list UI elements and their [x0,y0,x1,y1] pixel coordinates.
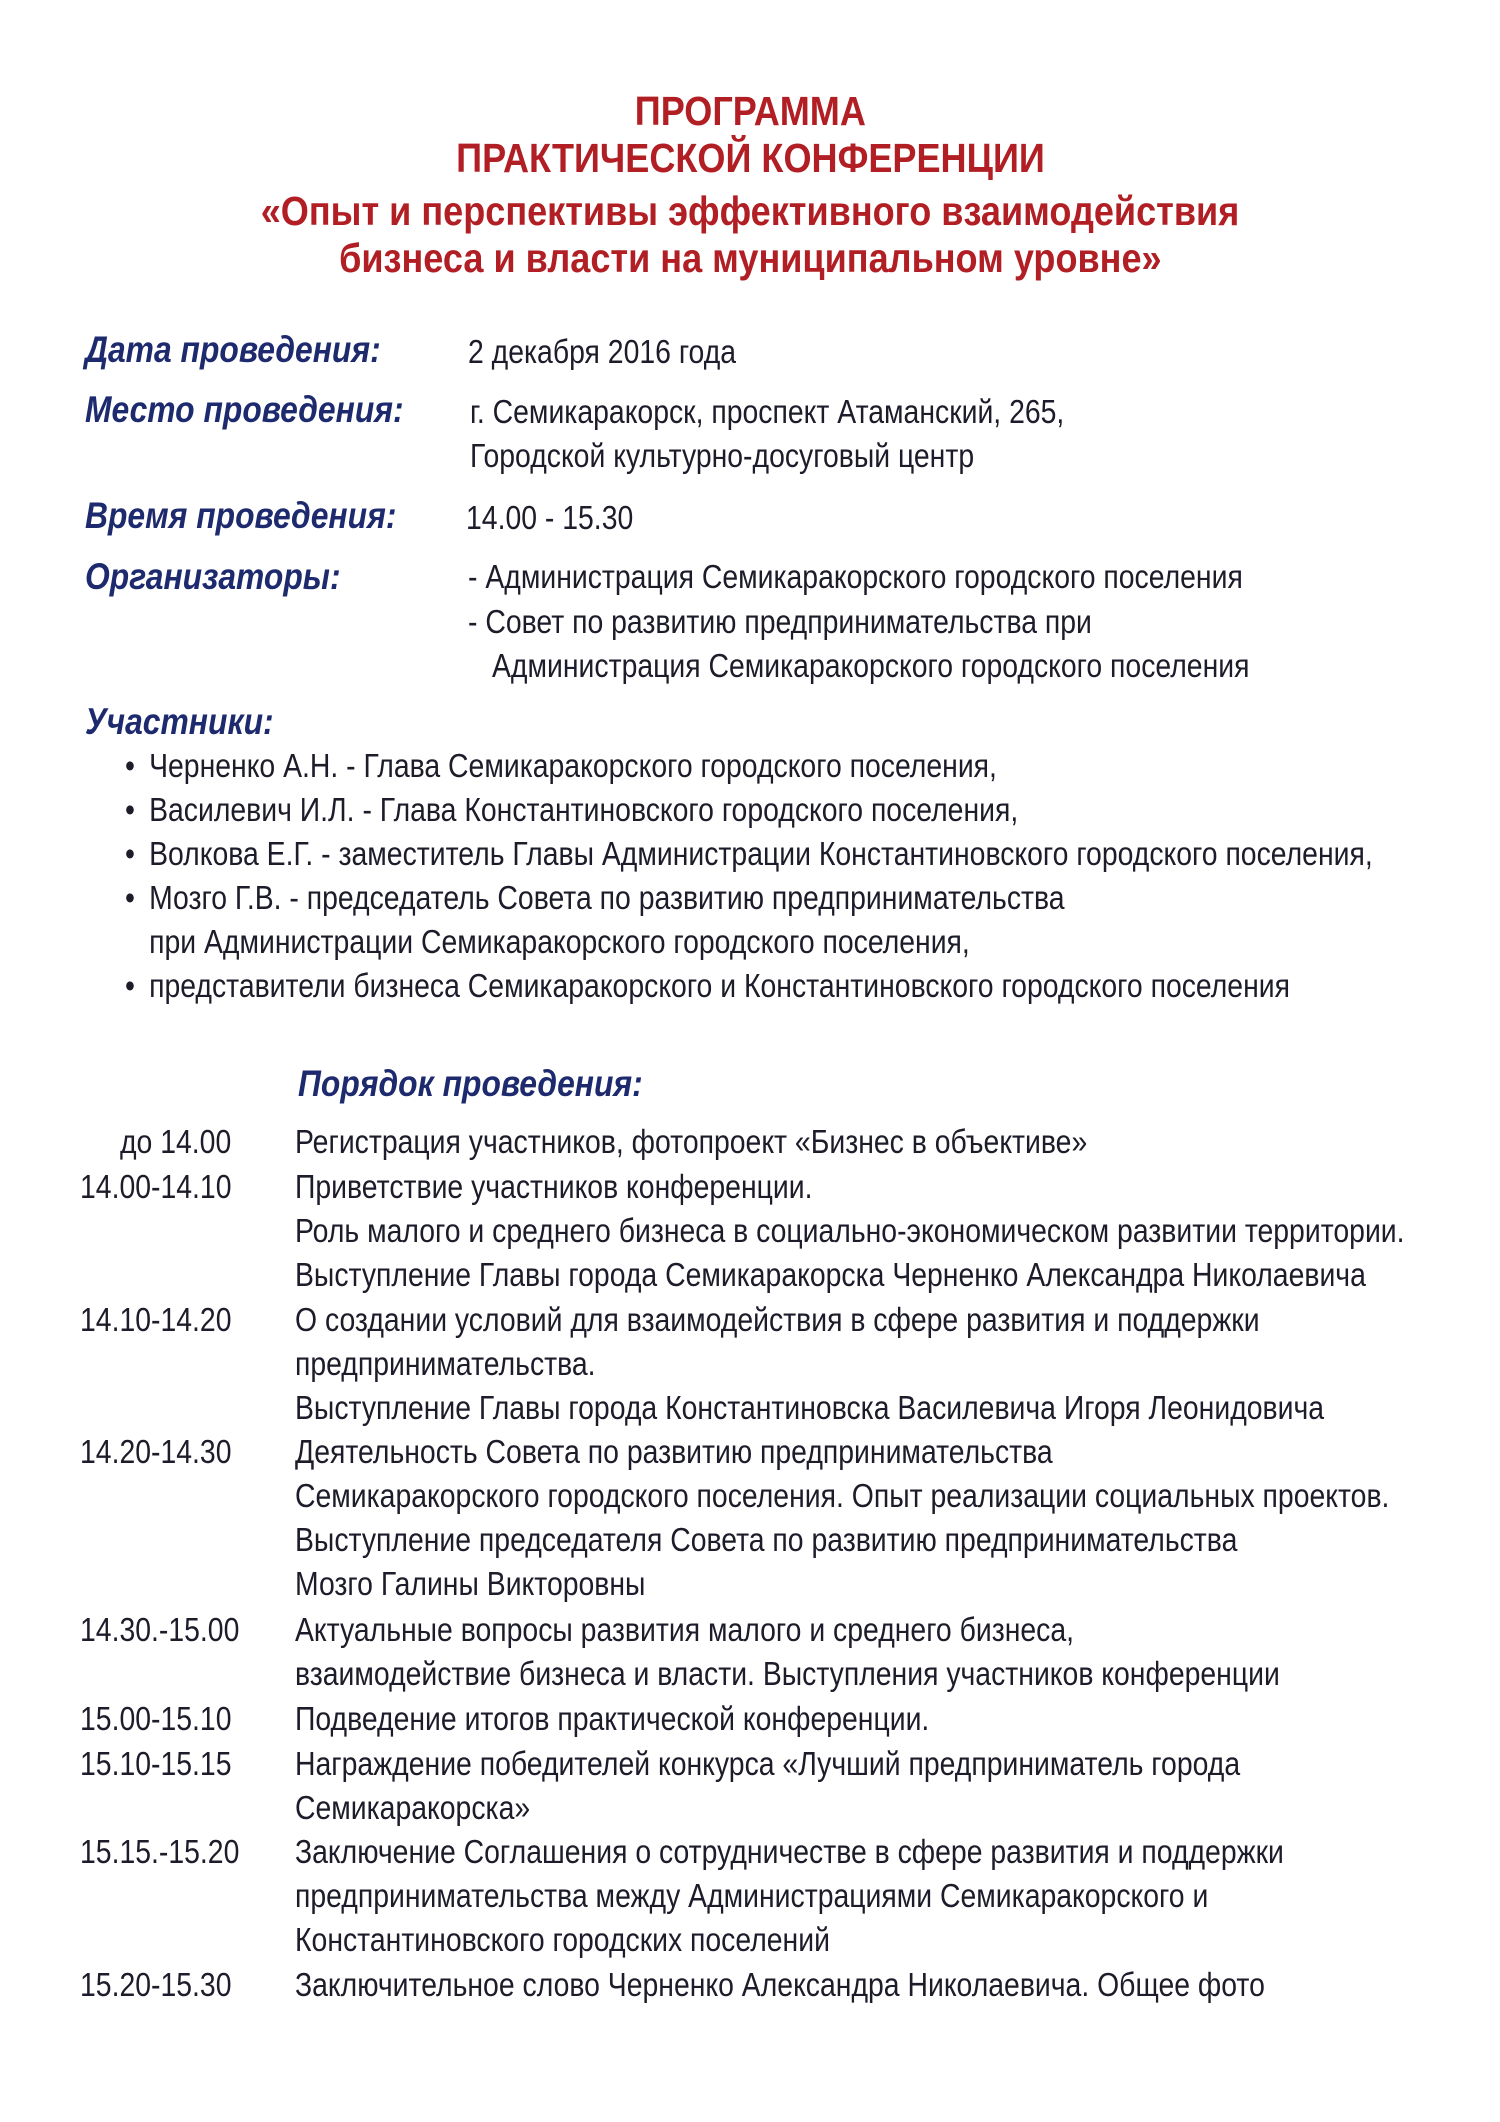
organizer-2: - Совет по развитию предпринимательства при [468,603,1092,640]
schedule-item-text: Выступление Главы города Семикаракорска Черненко Александра Николаевича [295,1256,1366,1293]
schedule-item-text: Деятельность Совета по развитию предпринимательства [295,1433,1053,1470]
schedule-time: 14.30.-15.00 [80,1611,240,1648]
title-program: ПРОГРАММА [634,88,866,134]
schedule-item-text: Константиновского городских поселений [295,1921,830,1958]
schedule-label: Порядок проведения: [298,1063,643,1104]
participant-text: Василевич И.Л. - Глава Константиновского городского поселения, [149,791,1019,828]
schedule-time: 15.20-15.30 [80,1966,232,2003]
participants-label: Участники: [85,701,274,742]
schedule-item-text: предпринимательства. [295,1345,596,1382]
participant-text: при Администрации Семикаракорского городского поселения, [149,923,970,960]
place-label: Место проведения: [85,389,404,430]
participant-text: Черненко А.Н. - Глава Семикаракорского городского поселения, [149,747,997,784]
schedule-item-text: Регистрация участников, фотопроект «Бизнес в объективе» [295,1123,1088,1160]
schedule-item-text: Подведение итогов практической конференции. [295,1700,930,1737]
participant-text: Волкова Е.Г. - заместитель Главы Администрации Константиновского городского поселения, [149,835,1373,872]
schedule-item-text: предпринимательства между Администрациями Семикаракорского и [295,1877,1209,1914]
time-label: Время проведения: [85,495,397,536]
participant-text: Мозго Г.В. - председатель Совета по развитию предпринимательства [149,879,1065,916]
bullet-icon: • [125,791,135,828]
participant-text: представители бизнеса Семикаракорского и Константиновского городского поселения [149,967,1290,1004]
schedule-time: 14.10-14.20 [80,1301,232,1338]
schedule-item-text: Награждение победителей конкурса «Лучший предприниматель города [295,1745,1241,1782]
bullet-icon: • [125,747,135,784]
schedule-time: 15.15.-15.20 [80,1833,240,1870]
title-conference: ПРАКТИЧЕСКОЙ КОНФЕРЕНЦИИ [455,135,1045,181]
schedule-item-text: взаимодействие бизнеса и власти. Выступления участников конференции [295,1655,1280,1692]
schedule-item-text: Семикаракорского городского поселения. Опыт реализации социальных проектов. [295,1477,1390,1514]
bullet-icon: • [125,879,135,916]
place-value-line2: Городской культурно-досуговый центр [470,437,975,474]
schedule-item-text: Заключение Соглашения о сотрудничестве в сфере развития и поддержки [295,1833,1284,1870]
schedule-item-text: Актуальные вопросы развития малого и среднего бизнеса, [295,1611,1075,1648]
organizers-label: Организаторы: [85,556,341,597]
bullet-icon: • [125,967,135,1004]
schedule-item-text: Заключительное слово Черненко Александра Николаевича. Общее фото [295,1966,1265,2003]
schedule-item-text: Семикаракорска» [295,1789,531,1826]
date-value: 2 декабря 2016 года [468,333,737,370]
schedule-time: до 14.00 [120,1123,232,1160]
schedule-item-text: О создании условий для взаимодействия в сфере развития и поддержки [295,1301,1260,1338]
schedule-time: 14.20-14.30 [80,1433,232,1470]
schedule-item-text: Приветствие участников конференции. [295,1168,813,1205]
time-value: 14.00 - 15.30 [466,499,634,536]
schedule-time: 15.00-15.10 [80,1700,232,1737]
organizer-2-continued: Администрация Семикаракорского городского поселения [492,647,1250,684]
schedule-time: 14.00-14.10 [80,1168,232,1205]
schedule-item-text: Роль малого и среднего бизнеса в социально-экономическом развитии территории. [295,1212,1405,1249]
date-label: Дата проведения: [85,329,381,370]
schedule-item-text: Мозго Галины Викторовны [295,1565,646,1602]
bullet-icon: • [125,835,135,872]
schedule-item-text: Выступление Главы города Константиновска Василевича Игоря Леонидовича [295,1389,1325,1426]
organizer-1: - Администрация Семикаракорского городского поселения [468,558,1243,595]
schedule-item-text: Выступление председателя Совета по развитию предпринимательства [295,1521,1238,1558]
title-topic-line1: «Опыт и перспективы эффективного взаимодействия [260,188,1240,234]
schedule-time: 15.10-15.15 [80,1745,232,1782]
title-topic-line2: бизнеса и власти на муниципальном уровне» [338,235,1162,281]
place-value-line1: г. Семикаракорск, проспект Атаманский, 265, [470,393,1065,430]
